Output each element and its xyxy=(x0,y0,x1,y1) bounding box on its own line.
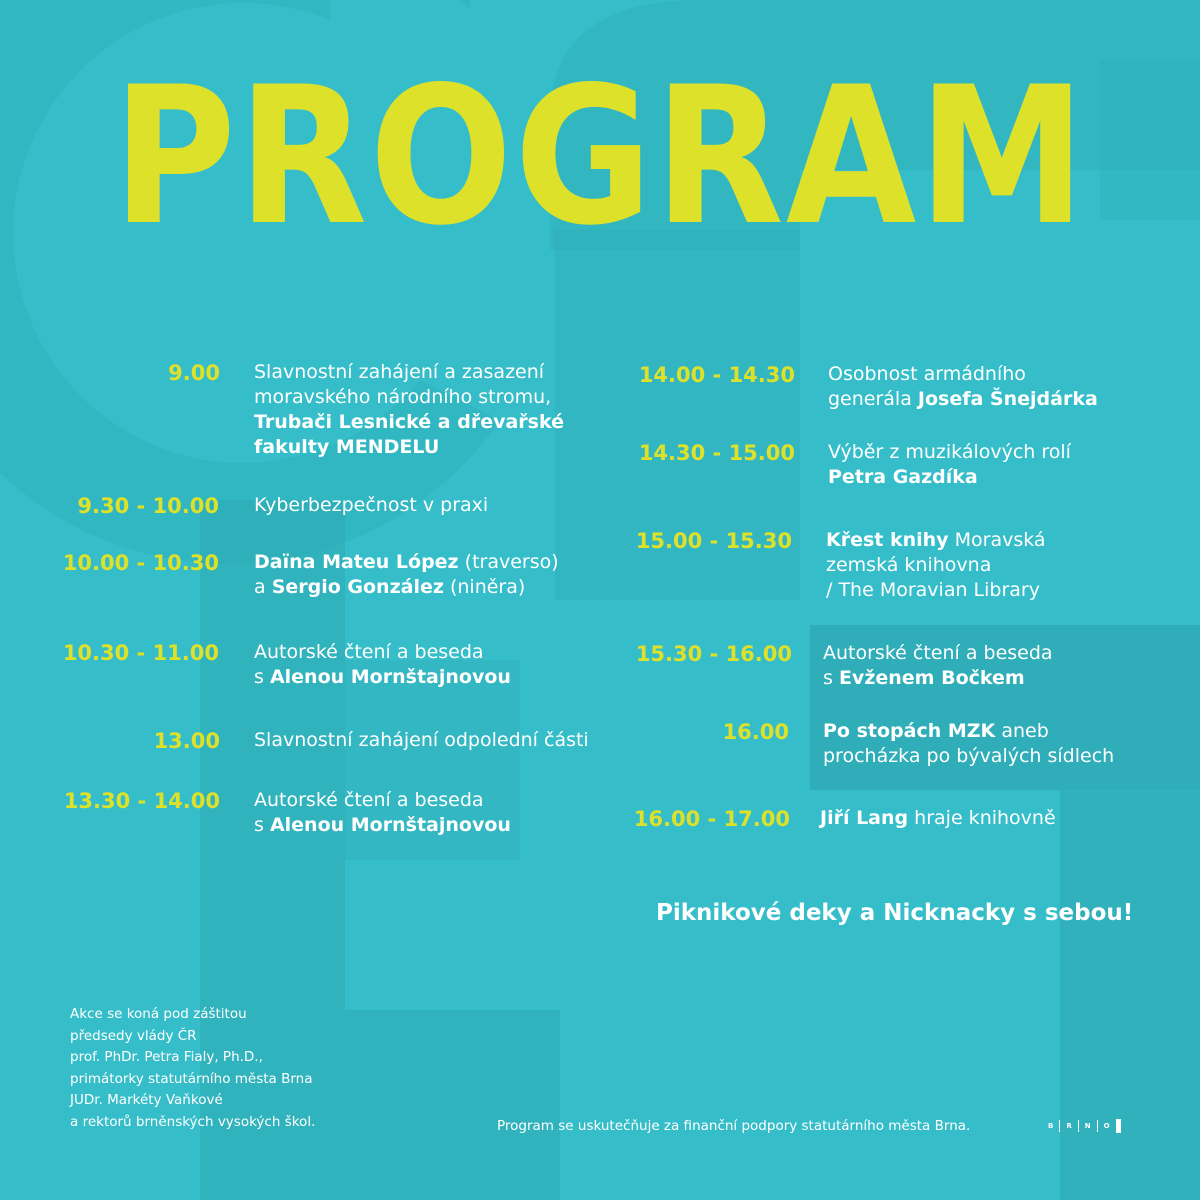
schedule-description xyxy=(254,360,564,460)
schedule-description xyxy=(254,728,589,753)
description-line: generála Josefa Šnejdárka xyxy=(828,388,1098,410)
description-line: s Evženem Bočkem xyxy=(823,667,1025,689)
schedule-description xyxy=(823,641,1053,691)
description-line: / The Moravian Library xyxy=(826,579,1040,601)
schedule-time: 15.00 - 15.30 xyxy=(635,529,792,553)
description-line: a Sergio González (niněra) xyxy=(254,576,526,598)
schedule-time: 13.30 - 14.00 xyxy=(63,789,220,813)
description-line: Trubači Lesnické a dřevařské xyxy=(254,411,565,433)
description-line: Osobnost armádního xyxy=(828,363,1026,385)
description-line: moravského národního stromu, xyxy=(254,386,552,408)
schedule-time: 14.00 - 14.30 xyxy=(638,363,795,387)
patronage-line: předsedy vlády ČR xyxy=(70,1027,197,1044)
schedule-description xyxy=(254,788,511,838)
schedule-time: 13.00 xyxy=(153,729,220,753)
patronage-note xyxy=(70,1004,390,1133)
patronage-line: prof. PhDr. Petra Fialy, Ph.D., xyxy=(70,1049,263,1065)
schedule-description xyxy=(823,719,1114,769)
schedule-description xyxy=(254,550,559,600)
patronage-line: Akce se koná pod záštitou xyxy=(70,1006,247,1022)
page-title xyxy=(100,46,1100,267)
description-line: Petra Gazdíka xyxy=(828,466,978,488)
description-line: fakulty MENDELU xyxy=(254,436,440,458)
schedule-time: 10.30 - 11.00 xyxy=(62,641,219,665)
svg-text:PROGRAM: PROGRAM xyxy=(112,46,1088,267)
schedule-description xyxy=(826,528,1046,603)
patronage-line: a rektorů brněnských vysokých škol. xyxy=(70,1113,316,1130)
logo-letter: R xyxy=(1066,1122,1072,1130)
schedule-description xyxy=(820,806,1056,831)
schedule-time: 14.30 - 15.00 xyxy=(638,441,795,465)
description-line: Autorské čtení a beseda xyxy=(823,642,1053,664)
description-line: s Alenou Mornštajnovou xyxy=(254,814,511,836)
description-line: Daïna Mateu López (traverso) xyxy=(254,551,559,573)
schedule-time: 9.30 - 10.00 xyxy=(77,494,219,518)
schedule-description xyxy=(828,440,1071,490)
description-line: Slavnostní zahájení odpolední části xyxy=(254,729,589,751)
description-line: Kyberbezpečnost v praxi xyxy=(254,494,489,516)
description-line: Křest knihy Moravská xyxy=(826,529,1046,551)
description-line: Autorské čtení a beseda xyxy=(254,789,484,811)
description-line: Výběr z muzikálových rolí xyxy=(828,441,1071,463)
funding-note: Program se uskutečňuje za finanční podpory statutárního města Brna. xyxy=(497,1118,971,1134)
brno-logo xyxy=(1048,1118,1121,1134)
schedule-description xyxy=(254,493,488,518)
patronage-line: primátorky statutárního města Brna xyxy=(70,1070,313,1087)
schedule-time: 16.00 - 17.00 xyxy=(633,807,790,831)
picnic-note: Piknikové deky a Nicknacky s sebou! xyxy=(656,900,1134,926)
description-line: Autorské čtení a beseda xyxy=(254,641,484,663)
schedule-description xyxy=(828,362,1098,412)
logo-letter: O xyxy=(1103,1122,1110,1130)
schedule-time: 9.00 xyxy=(168,361,220,385)
schedule-time: 16.00 xyxy=(722,720,789,744)
patronage-line: JUDr. Markéty Vaňkové xyxy=(70,1092,223,1108)
description-line: Slavnostní zahájení a zasazení xyxy=(254,361,545,383)
description-line: s Alenou Mornštajnovou xyxy=(254,666,511,688)
schedule-description xyxy=(254,640,511,690)
description-line: Po stopách MZK aneb xyxy=(823,720,1049,742)
logo-letter: B xyxy=(1048,1122,1054,1130)
logo-letter: N xyxy=(1084,1122,1091,1130)
description-line: procházka po bývalých sídlech xyxy=(823,745,1115,767)
schedule-time: 10.00 - 10.30 xyxy=(62,551,219,575)
description-line: zemská knihovna xyxy=(826,554,992,576)
schedule-time: 15.30 - 16.00 xyxy=(635,642,792,666)
description-line: Jiří Lang hraje knihovně xyxy=(820,807,1056,829)
